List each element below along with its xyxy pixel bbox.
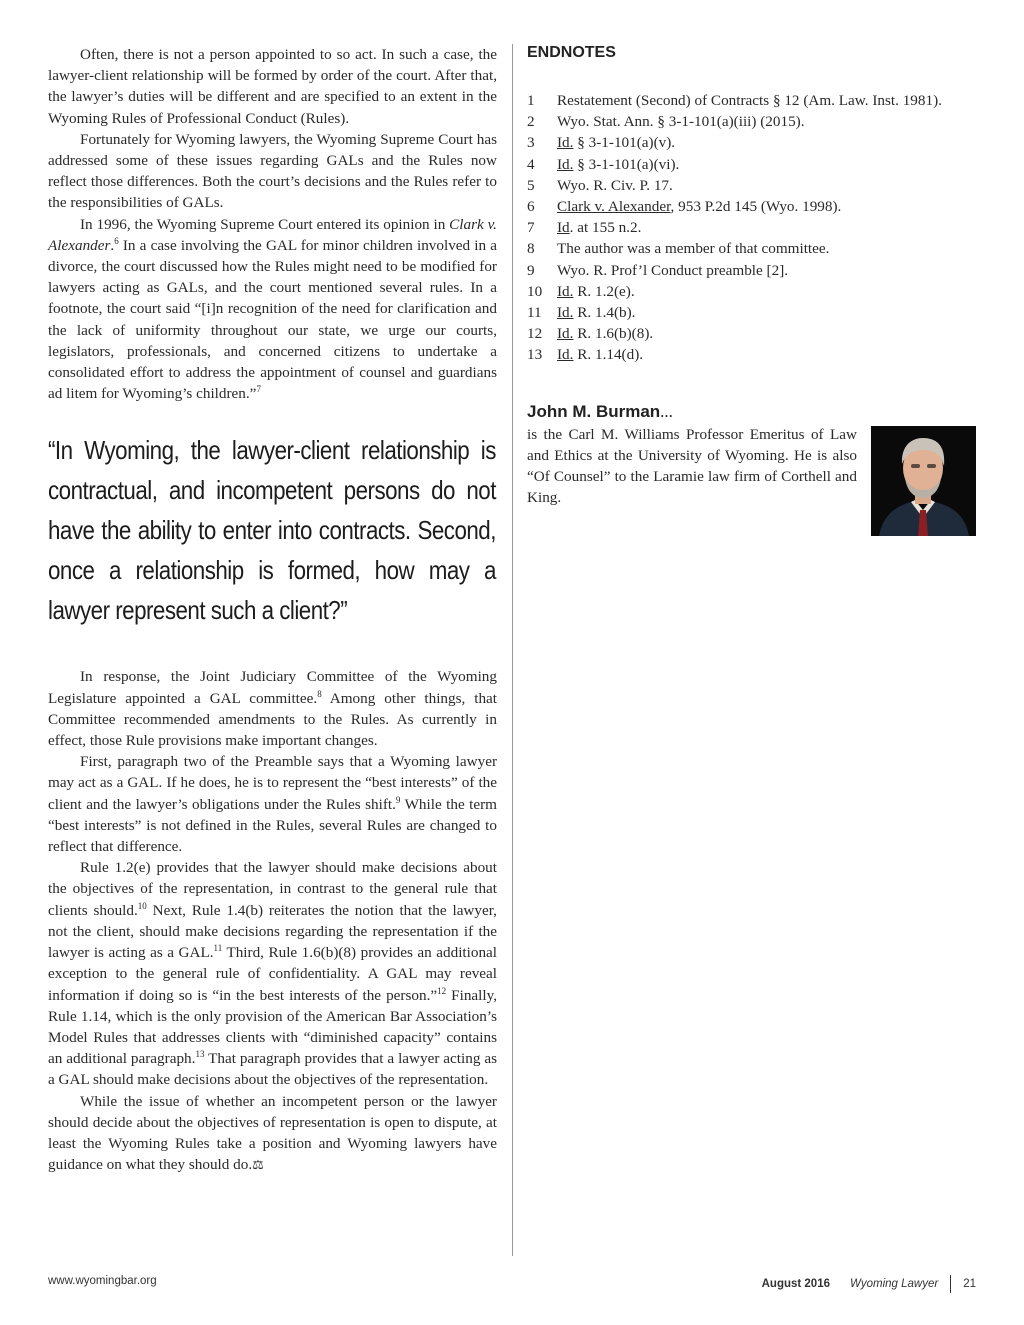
endnote-item	[527, 196, 977, 217]
endnote-citation-text: § 3-1-101(a)(v).	[573, 134, 676, 152]
endnote-item	[527, 132, 977, 153]
text-run: First, paragraph two of the Preamble says that a Wyoming lawyer may act as a GAL. If he does, he is to represent the “best interests” of the client and the lawyer’s obligations under the Rules shift.	[48, 753, 497, 813]
endnote-number: 12	[527, 325, 543, 343]
endnote-item	[527, 281, 977, 302]
ellipsis: ...	[660, 401, 673, 421]
text-run: While the issue of whether an incompetent person or the lawyer should decide about the objectives of representation is open to dispute, at least the Wyoming Rules take a position and Wyoming lawyers have guidance on what they should do.	[48, 1092, 497, 1174]
endnote-text	[557, 217, 641, 238]
footnote-ref: 8	[317, 688, 322, 699]
paragraph	[48, 857, 497, 1090]
citation: Id.	[557, 282, 574, 300]
author-name	[527, 402, 977, 422]
endnote-number: 4	[527, 155, 535, 173]
author-photo	[871, 426, 976, 536]
citation: Id.	[557, 155, 574, 173]
text-run: Third, Rule 1.6(b)(8) provides an additional exception to the general rule of confidentiality. A GAL may reveal information if doing so is “in the best interests of the person.”	[48, 944, 497, 1004]
footnote-ref: 6	[114, 235, 119, 246]
right-column	[527, 44, 977, 508]
text-run: Among other things, that Committee recommended amendments to the Rules. As currently in effect, those Rule provisions make important changes.	[48, 689, 497, 750]
endnote-number: 1	[527, 92, 535, 109]
page-number: 21	[963, 1278, 976, 1290]
author-name-text: John M. Burman	[527, 401, 661, 421]
citation: Clark v. Alexander	[557, 198, 671, 216]
text-run: In 1996, the Wyoming Supreme Court entered its opinion in	[80, 215, 450, 233]
pull-quote: “In Wyoming, the lawyer-client relationship is contractual, and incompetent persons do not have the ability to enter into contracts. Second, once a relationship is formed, how may a lawyer represent such a client?”	[48, 435, 496, 626]
endnote-item	[527, 323, 977, 344]
endnote-citation-text: R. 1.6(b)(8).	[573, 325, 654, 343]
author-bio	[527, 424, 977, 509]
endnote-citation-text: . at 155 n.2.	[569, 219, 642, 237]
endnote-number: 13	[527, 346, 543, 364]
endnote-text	[557, 323, 653, 344]
endnote-text	[557, 132, 675, 153]
endnote-text	[557, 175, 673, 196]
endnote-number: 6	[527, 198, 535, 216]
endnote-number: 10	[527, 282, 543, 300]
endnote-number: 5	[527, 176, 535, 194]
page-footer	[48, 1275, 976, 1291]
footnote-ref: 11	[213, 943, 223, 954]
footnote-ref: 13	[195, 1049, 205, 1060]
text-run: That paragraph provides that a lawyer acting as a GAL should make decisions about the objectives of the representation.	[48, 1050, 497, 1089]
endnote-text	[557, 302, 635, 323]
endnote-number: 7	[527, 219, 535, 237]
footer-url: www.wyomingbar.org	[48, 1275, 157, 1287]
endnote-citation-text: R. 1.14(d).	[573, 346, 644, 364]
text-run: In a case involving the GAL for minor children involved in a divorce, the court discussed how the Rules might need to be modified for lawyers acting as GALs, and the court mentioned several rules. In a footnote, the court said “[i]n recognition of the need for clarification and the lack of uniformity throughout our state, we urge our courts, legislators, professionals, and concerned citizens to undertake a consolidated effort to address the appointment of counsel and guardians ad litem for Wyoming’s children.”	[48, 236, 497, 403]
citation: Id.	[557, 325, 574, 343]
text-run: .	[110, 236, 115, 254]
footnote-ref: 7	[256, 384, 261, 395]
endnote-item	[527, 90, 977, 111]
endnote-text	[557, 260, 788, 281]
paragraph	[48, 1091, 497, 1176]
endnote-citation-text: Wyo. Stat. Ann. § 3-1-101(a)(iii) (2015).	[557, 113, 805, 131]
endnote-item	[527, 111, 977, 132]
left-column	[48, 44, 497, 1175]
endnote-text	[557, 238, 829, 259]
endnote-text	[557, 281, 635, 302]
endnote-citation-text: Wyo. R. Civ. P. 17.	[557, 176, 673, 194]
endnote-number: 8	[527, 240, 535, 258]
column-divider	[512, 44, 513, 1256]
endnote-text	[557, 344, 643, 365]
endnote-citation-text: R. 1.4(b).	[573, 304, 636, 322]
paragraph: Fortunately for Wyoming lawyers, the Wyoming Supreme Court has addressed some of these issues regarding GALs and the Rules now reflect those differences. Both the court’s decisions and the Rules refer to the responsibilities of GALs.	[48, 130, 497, 212]
endnote-item	[527, 344, 977, 365]
endnote-item	[527, 238, 977, 259]
citation: Id	[557, 219, 570, 237]
text-run: Rule 1.2(e) provides that the lawyer should make decisions about the objectives of the representation, in contrast to the general rule that clients should.	[48, 859, 497, 919]
magazine-name: Wyoming Lawyer	[850, 1278, 939, 1290]
citation: Id.	[557, 134, 574, 152]
citation: Id.	[557, 304, 574, 322]
endnote-item	[527, 175, 977, 196]
author-bio-text: is the Carl M. Williams Professor Emeritus of Law and Ethics at the University of Wyoming. He is also “Of Counsel” to the Laramie law firm of Corthell and King.	[527, 425, 857, 507]
endnote-item	[527, 154, 977, 175]
paragraph	[48, 214, 497, 405]
footer-divider	[950, 1275, 951, 1293]
paragraph	[48, 751, 497, 857]
text-run: Next, Rule 1.4(b) reiterates the notion that the lawyer, not the client, should make decisions regarding the representation if the lawyer is acting as a GAL.	[48, 901, 497, 962]
endnote-item	[527, 260, 977, 281]
endnote-citation-text: Wyo. R. Prof’l Conduct preamble [2].	[557, 261, 789, 279]
endnotes-list	[527, 90, 977, 366]
paragraph: Often, there is not a person appointed to so act. In such a case, the lawyer-client relationship will be formed by order of the court. After that, the lawyer’s duties will be different and are specified to an extent in the Wyoming Rules of Professional Conduct (Rules).	[48, 46, 497, 127]
footnote-ref: 12	[437, 985, 447, 996]
author-portrait-image	[871, 426, 976, 536]
endnote-number: 9	[527, 261, 535, 279]
endnotes-heading: ENDNOTES	[527, 44, 616, 61]
endnote-item	[527, 302, 977, 323]
footnote-ref: 9	[395, 794, 401, 805]
endnote-citation-text: § 3-1-101(a)(vi).	[573, 155, 680, 173]
endnote-number: 3	[527, 134, 535, 152]
endnote-number: 11	[527, 304, 542, 322]
paragraph	[48, 666, 497, 751]
issue-date: August 2016	[761, 1278, 830, 1290]
endnote-citation-text: R. 1.2(e).	[573, 282, 635, 300]
endnote-text	[557, 154, 679, 175]
footnote-ref: 10	[137, 900, 147, 911]
endnote-text	[557, 196, 841, 217]
endnote-number: 2	[527, 113, 535, 131]
endnote-item	[527, 217, 977, 238]
endnote-text	[557, 90, 942, 111]
case-name: Clark v. Alexander	[48, 215, 497, 254]
endnote-text	[557, 111, 805, 132]
citation: Id.	[557, 346, 574, 364]
text-run: While the term “best interests” is not defined in the Rules, several Rules are changed to reflect that difference.	[48, 795, 497, 856]
scales-icon: ⚖	[252, 1157, 264, 1173]
endnote-citation-text: The author was a member of that committee.	[557, 240, 830, 258]
endnote-citation-text: Restatement (Second) of Contracts § 12 (Am. Law. Inst. 1981).	[557, 92, 942, 109]
text-run: Finally, Rule 1.14, which is the only provision of the American Bar Association’s Model Rules that addresses clients with “diminished capacity” contains an additional paragraph.	[48, 986, 497, 1068]
text-run: In response, the Joint Judiciary Committee of the Wyoming Legislature appointed a GAL committee.	[48, 668, 497, 707]
endnote-citation-text: , 953 P.2d 145 (Wyo. 1998).	[670, 198, 842, 216]
footer-right	[762, 1275, 976, 1293]
